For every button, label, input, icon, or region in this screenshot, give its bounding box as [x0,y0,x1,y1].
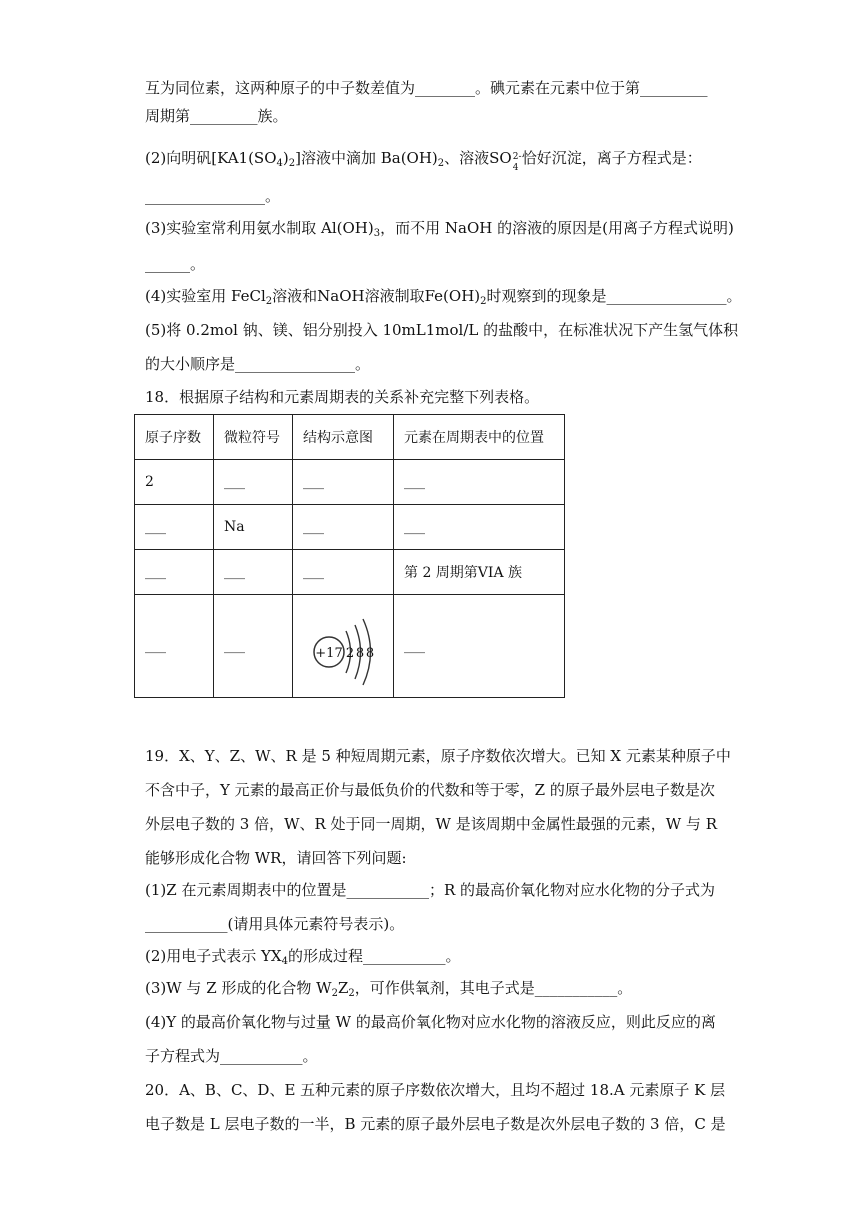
table-cell: ___ [214,550,293,595]
question-heading: 18．根据原子结构和元素周期表的关系补充完整下列表格。 [145,388,540,406]
table-cell: ___ [214,595,293,698]
table-row [135,595,565,698]
table-cell: ___ [293,550,394,595]
table-cell: ___ [293,460,394,505]
text-line: (1)Z 在元素周期表中的位置是___________；R 的最高价氧化物对应水化物的分子式为 [145,881,716,899]
table-header-cell: 元素在周期表中的位置 [394,415,565,460]
text-line: 的大小顺序是________________。 [145,355,371,373]
table-row [135,505,565,550]
shell-electron-count: 8 [365,646,375,661]
table-cell: ___ [394,505,565,550]
text-line: (2)向明矾$[KA1(SO_4)_2]$溶液中滴加 $Ba(OH)_2$、溶液SO 2- 4 恰好沉淀，离子方程式是： [145,149,702,173]
text-line: (2)用电子式表示 $YX_4$的形成过程___________。 [145,947,461,967]
text-line: ______。 [145,255,206,273]
table-header-cell: 微粒符号 [214,415,293,460]
text-line: (4)Y 的最高价氧化物与过量 W 的最高价氧化物对应水化物的溶液反应，则此反应的离 [145,1013,716,1031]
question-heading: 19．X、Y、Z、W、R 是 5 种短周期元素，原子序数依次增大。已知 X 元素某种原子中 [145,747,731,765]
text-line: (3)W 与 Z 形成的化合物 $W_2Z_2$，可作供氧剂，其电子式是___________。 [145,979,633,999]
nucleus-charge: +17 [315,646,343,661]
atom-structure-diagram [293,595,393,693]
table-cell: 2 [135,460,214,505]
atom-structure-cell [293,595,394,698]
text-line: 电子数是 L 层电子数的一半，B 元素的原子最外层电子数是次外层电子数的 3 倍，C 是 [145,1115,726,1133]
table-cell: ___ [293,505,394,550]
text-line: 周期第_________族。 [145,107,288,125]
text-line: (5)将 0.2mol 钠、镁、铝分别投入 10mL1mol/L 的盐酸中，在标准状况下产生氢气体积 [145,321,739,339]
shell-electron-count: 2 [345,646,355,661]
table-header-cell: 结构示意图 [293,415,394,460]
text-line: (4)实验室用 FeCl$_2$溶液和NaOH溶液制取$Fe(OH)_2$时观察到的现象是________________。 [145,287,742,307]
text-line: 外层电子数的 3 倍，W、R 处于同一周期，W 是该周期中金属性最强的元素，W 与 R [145,815,717,833]
text-line: ___________(请用具体元素符号表示)。 [145,915,405,933]
text-line: (3)实验室常利用氨水制取 $Al(OH)_3$，而不用 NaOH 的溶液的原因是(用离子方程式说明) [145,219,734,239]
table-cell: Na [214,505,293,550]
table-cell: 第 2 周期第VIA 族 [394,550,565,595]
text-line: 子方程式为___________。 [145,1047,318,1065]
table-cell: ___ [214,460,293,505]
table-cell: ___ [394,595,565,698]
table-cell: ___ [135,505,214,550]
table-cell: ___ [394,460,565,505]
text-line: ________________。 [145,187,281,205]
table-header-cell: 原子序数 [135,415,214,460]
table-cell: ___ [135,595,214,698]
text-line: 互为同位素，这两种原子的中子数差值为________。碘元素在元素中位于第_________ [145,79,708,97]
question-heading: 20．A、B、C、D、E 五种元素的原子序数依次增大，且均不超过 18.A 元素原子 K 层 [145,1081,726,1099]
text-line: 能够形成化合物 WR，请回答下列问题: [145,849,407,867]
element-table [134,414,565,698]
table-header-row [135,415,565,460]
table-cell: ___ [135,550,214,595]
table-row [135,460,565,505]
shell-electron-count: 8 [355,646,365,661]
text-line: 不含中子，Y 元素的最高正价与最低负价的代数和等于零，Z 的原子最外层电子数是次 [145,781,715,799]
table-row [135,550,565,595]
